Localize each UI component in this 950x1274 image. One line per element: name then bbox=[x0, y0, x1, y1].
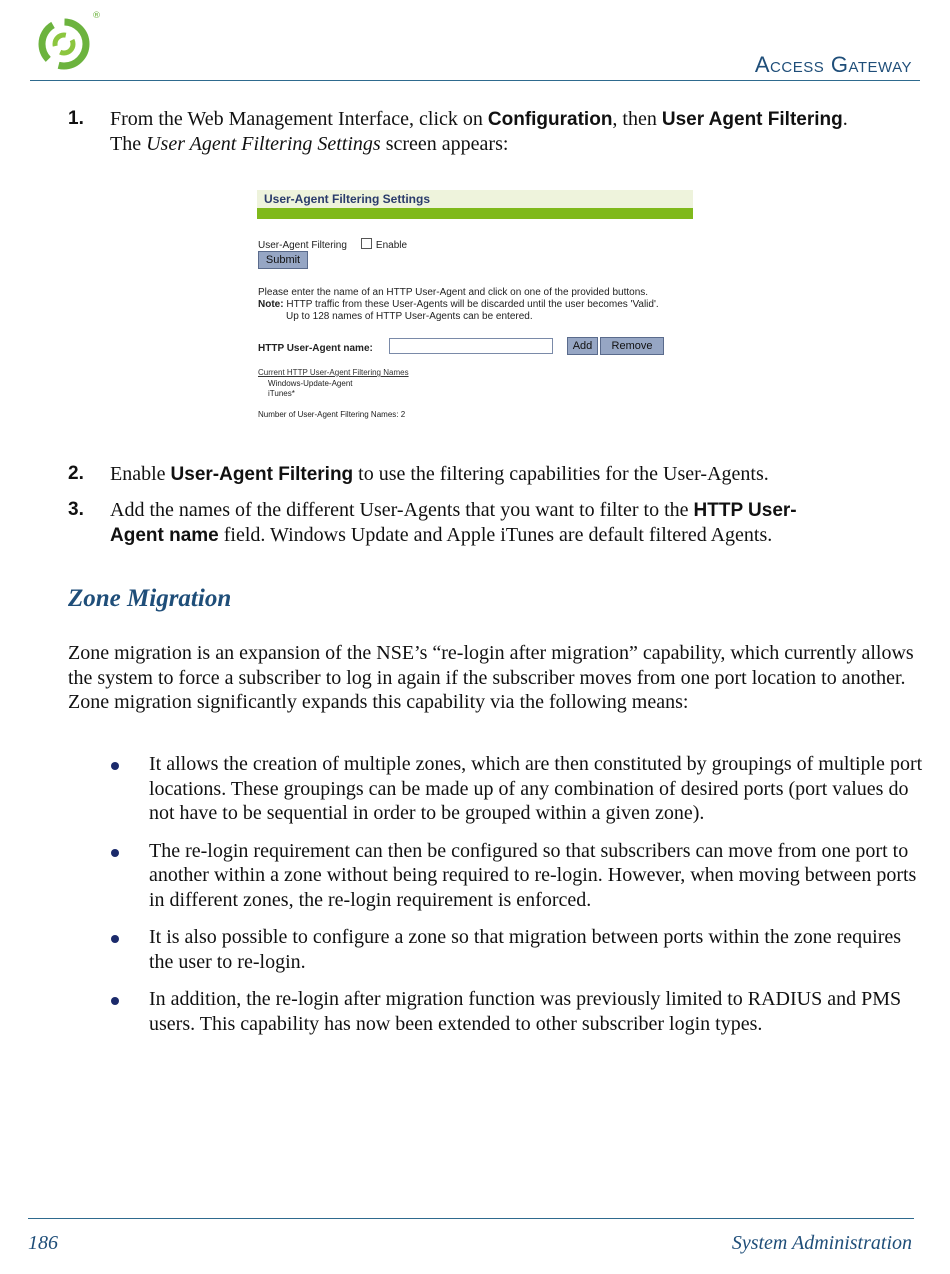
list-item bbox=[108, 839, 923, 913]
footer-section-title: System Administration bbox=[731, 1232, 912, 1254]
step-3 bbox=[68, 498, 918, 548]
user-agent-name-input[interactable] bbox=[389, 338, 553, 354]
section-intro: Zone migration is an expansion of the NSE’s “re-login after migration” capability, which currently allows the system to force a subscriber to log in again if the subscriber moves from one port location to another. Zone migration significantly expands this capability via the following means: bbox=[68, 642, 914, 713]
step-text: From the Web Management Interface, click on bbox=[110, 108, 488, 130]
settings-screenshot bbox=[257, 190, 697, 425]
step-text: Enable bbox=[110, 463, 171, 485]
remove-button[interactable]: Remove bbox=[600, 337, 664, 355]
step-text: Add the names of the different User-Agents that you want to filter to the bbox=[110, 499, 694, 521]
enable-label: Enable bbox=[375, 240, 408, 251]
list-item bbox=[108, 925, 923, 974]
footer-divider bbox=[28, 1218, 914, 1219]
list-item bbox=[108, 752, 923, 826]
step-text: screen appears: bbox=[380, 133, 509, 155]
svg-text:®: ® bbox=[92, 11, 101, 21]
step-bold-term: Configuration bbox=[487, 109, 613, 130]
note-row bbox=[258, 299, 659, 310]
step-number: 2. bbox=[68, 463, 84, 484]
step-number: 1. bbox=[68, 108, 84, 129]
filter-row bbox=[258, 238, 407, 251]
step-1 bbox=[68, 107, 918, 156]
names-count: Number of User-Agent Filtering Names: 2 bbox=[258, 410, 406, 419]
step-number: 3. bbox=[68, 499, 84, 520]
step-text: to use the filtering capabilities for the User-Agents. bbox=[353, 463, 769, 485]
instructions-text: Please enter the name of an HTTP User-Agent and click on one of the provided buttons. bbox=[258, 287, 649, 298]
page-number: 186 bbox=[28, 1232, 58, 1254]
bullet-icon bbox=[111, 849, 119, 857]
submit-button[interactable]: Submit bbox=[258, 251, 308, 269]
name-label: HTTP User-Agent name: bbox=[258, 343, 373, 354]
bullet-text: In addition, the re-login after migration function was previously limited to RADIUS and PMS users. This capability has now been extended to other subscriber login types. bbox=[149, 988, 902, 1035]
bullet-icon bbox=[111, 935, 119, 943]
bullet-list bbox=[108, 752, 923, 1049]
step-italic-term: User Agent Filtering Settings bbox=[146, 133, 381, 155]
current-names-label[interactable]: Current HTTP User-Agent Filtering Names bbox=[258, 368, 409, 377]
note-limit-text: Up to 128 names of HTTP User-Agents can be entered. bbox=[286, 311, 533, 322]
header-divider bbox=[30, 80, 920, 81]
company-logo-icon bbox=[30, 8, 104, 72]
step-bold-term: User-Agent Filtering bbox=[170, 464, 354, 485]
settings-panel-title: User-Agent Filtering Settings bbox=[257, 190, 693, 208]
section-heading: Zone Migration bbox=[68, 585, 232, 612]
step-bold-term: Agent name bbox=[110, 525, 219, 546]
step-2 bbox=[68, 462, 918, 487]
list-item: iTunes* bbox=[268, 389, 295, 398]
step-bold-term: HTTP User- bbox=[693, 500, 797, 521]
step-text: The bbox=[110, 133, 147, 155]
list-item: Windows-Update-Agent bbox=[268, 379, 353, 388]
bullet-icon bbox=[111, 762, 119, 770]
bullet-text: It allows the creation of multiple zones, which are then constituted by groupings of multiple port locations. These groupings can be made up of any combination of desired ports (port values do not have to be sequential in order to be grouped within a given zone). bbox=[149, 753, 923, 824]
bullet-text: The re-login requirement can then be configured so that subscribers can move from one port to another within a zone without being required to re-login. However, when moving between ports in different zones, the re-login requirement is enforced. bbox=[149, 839, 917, 911]
step-bold-term: User Agent Filtering bbox=[661, 109, 843, 130]
green-header-bar bbox=[257, 208, 693, 219]
current-names-link[interactable] bbox=[258, 368, 409, 377]
header-title: Access Gateway bbox=[754, 52, 912, 77]
list-item bbox=[108, 987, 923, 1036]
bullet-text: It is also possible to configure a zone so that migration between ports within the zone requires the user to re-login. bbox=[149, 926, 902, 973]
note-label: Note: bbox=[258, 299, 284, 310]
filter-label: User-Agent Filtering bbox=[258, 240, 347, 251]
add-button[interactable]: Add bbox=[567, 337, 598, 355]
enable-checkbox[interactable] bbox=[361, 238, 372, 249]
step-text: . bbox=[842, 108, 848, 130]
bullet-icon bbox=[111, 997, 119, 1005]
note-text: HTTP traffic from these User-Agents will be discarded until the user becomes 'Valid'. bbox=[286, 299, 659, 310]
step-text: field. Windows Update and Apple iTunes are default filtered Agents. bbox=[218, 524, 773, 546]
step-text: , then bbox=[612, 108, 662, 130]
